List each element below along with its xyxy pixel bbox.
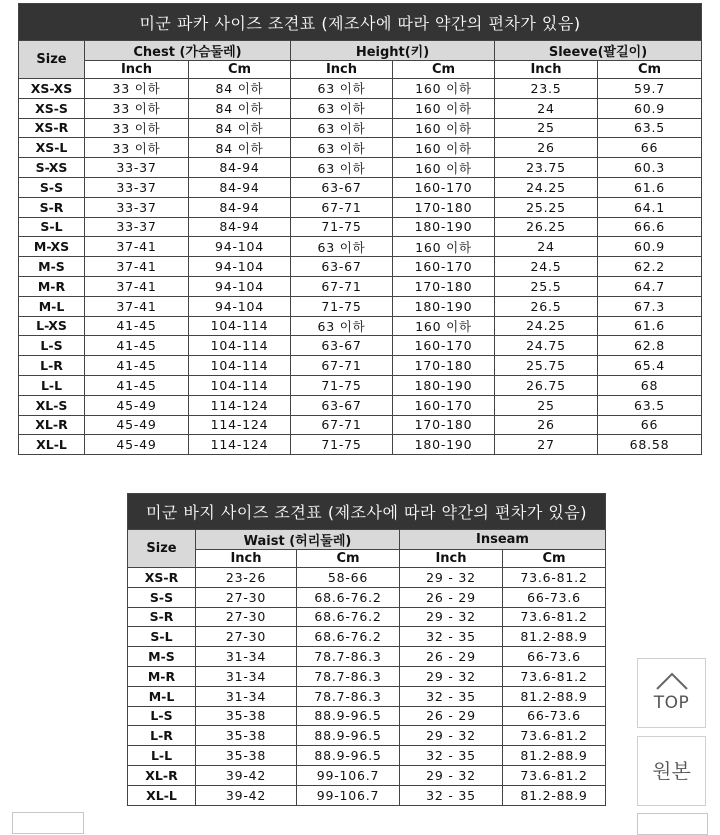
table-cell: 73.6-81.2: [503, 607, 606, 627]
size-cell: S-L: [19, 217, 85, 237]
table-cell: 180-190: [393, 435, 495, 455]
table-cell: 67-71: [291, 197, 393, 217]
unit-header: Inch: [495, 61, 598, 79]
size-cell: XS-XS: [19, 79, 85, 99]
table-cell: 33 이하: [85, 118, 189, 138]
table-cell: 81.2-88.9: [503, 746, 606, 766]
unit-header: Cm: [189, 61, 291, 79]
table-cell: 99-106.7: [297, 785, 400, 805]
parka-table-body: [19, 79, 702, 455]
table-cell: 68.6-76.2: [297, 587, 400, 607]
table-cell: 104-114: [189, 316, 291, 336]
table-cell: 180-190: [393, 375, 495, 395]
table-cell: 160 이하: [393, 237, 495, 257]
table-cell: 160-170: [393, 336, 495, 356]
parka-chest-header: Chest (가슴둘레): [85, 41, 291, 61]
table-row: [128, 746, 606, 766]
table-cell: 24: [495, 98, 598, 118]
table-row: [128, 587, 606, 607]
table-cell: 32 - 35: [400, 627, 503, 647]
size-cell: M-S: [19, 257, 85, 277]
table-cell: 160-170: [393, 257, 495, 277]
table-cell: 63.5: [598, 395, 702, 415]
pants-table-title: 미군 바지 사이즈 조견표 (제조사에 따라 약간의 편차가 있음): [128, 494, 606, 530]
table-cell: 67-71: [291, 356, 393, 376]
table-cell: 63 이하: [291, 79, 393, 99]
table-cell: 26: [495, 415, 598, 435]
table-cell: 63-67: [291, 336, 393, 356]
table-cell: 27-30: [196, 587, 297, 607]
table-cell: 26 - 29: [400, 647, 503, 667]
table-row: [128, 726, 606, 746]
table-cell: 63-67: [291, 177, 393, 197]
table-row: [128, 785, 606, 805]
unit-header: Inch: [291, 61, 393, 79]
unit-header: Cm: [297, 550, 400, 568]
table-cell: 67-71: [291, 415, 393, 435]
table-row: [19, 217, 702, 237]
table-cell: 45-49: [85, 415, 189, 435]
table-cell: 66: [598, 138, 702, 158]
table-cell: 26.25: [495, 217, 598, 237]
size-cell: M-R: [128, 666, 196, 686]
table-cell: 37-41: [85, 296, 189, 316]
size-cell: S-S: [19, 177, 85, 197]
parka-size-table: [18, 3, 702, 455]
table-cell: 45-49: [85, 395, 189, 415]
table-cell: 29 - 32: [400, 666, 503, 686]
table-cell: 32 - 35: [400, 686, 503, 706]
table-cell: 88.9-96.5: [297, 706, 400, 726]
table-cell: 66-73.6: [503, 706, 606, 726]
size-cell: S-R: [19, 197, 85, 217]
table-cell: 35-38: [196, 706, 297, 726]
table-row: [19, 257, 702, 277]
table-cell: 66: [598, 415, 702, 435]
table-row: [19, 435, 702, 455]
table-cell: 66-73.6: [503, 647, 606, 667]
table-cell: 59.7: [598, 79, 702, 99]
unit-header: Cm: [503, 550, 606, 568]
size-cell: XL-R: [19, 415, 85, 435]
parka-size-header: Size: [19, 41, 85, 79]
table-row: [19, 118, 702, 138]
table-cell: 170-180: [393, 276, 495, 296]
table-row: [19, 316, 702, 336]
table-cell: 170-180: [393, 356, 495, 376]
table-cell: 114-124: [189, 435, 291, 455]
unit-header: Inch: [85, 61, 189, 79]
table-cell: 63 이하: [291, 118, 393, 138]
table-cell: 39-42: [196, 785, 297, 805]
table-cell: 104-114: [189, 375, 291, 395]
table-row: [128, 647, 606, 667]
table-cell: 94-104: [189, 296, 291, 316]
table-cell: 160 이하: [393, 98, 495, 118]
table-cell: 29 - 32: [400, 568, 503, 588]
pants-size-header: Size: [128, 530, 196, 568]
size-cell: L-S: [19, 336, 85, 356]
size-cell: L-R: [19, 356, 85, 376]
table-row: [19, 197, 702, 217]
table-cell: 33-37: [85, 158, 189, 178]
size-cell: M-S: [128, 647, 196, 667]
chevron-up-icon: [655, 671, 689, 691]
table-row: [19, 237, 702, 257]
table-cell: 58-66: [297, 568, 400, 588]
size-cell: L-S: [128, 706, 196, 726]
table-cell: 27-30: [196, 607, 297, 627]
size-cell: S-L: [128, 627, 196, 647]
unit-header: Inch: [400, 550, 503, 568]
table-cell: 94-104: [189, 257, 291, 277]
size-cell: S-S: [128, 587, 196, 607]
table-row: [128, 666, 606, 686]
table-cell: 63-67: [291, 257, 393, 277]
table-cell: 67.3: [598, 296, 702, 316]
parka-table-title: 미군 파카 사이즈 조견표 (제조사에 따라 약간의 편차가 있음): [19, 4, 702, 41]
table-cell: 24.75: [495, 336, 598, 356]
table-cell: 66-73.6: [503, 587, 606, 607]
table-cell: 84-94: [189, 217, 291, 237]
table-row: [19, 375, 702, 395]
table-row: [128, 686, 606, 706]
table-cell: 180-190: [393, 217, 495, 237]
scroll-top-label: TOP: [653, 693, 690, 713]
table-cell: 160-170: [393, 177, 495, 197]
table-row: [19, 415, 702, 435]
table-cell: 26.5: [495, 296, 598, 316]
table-cell: 25.5: [495, 276, 598, 296]
table-cell: 31-34: [196, 647, 297, 667]
table-cell: 67-71: [291, 276, 393, 296]
table-cell: 94-104: [189, 237, 291, 257]
table-cell: 62.8: [598, 336, 702, 356]
table-cell: 160-170: [393, 395, 495, 415]
table-cell: 33 이하: [85, 138, 189, 158]
pants-inseam-header: Inseam: [400, 530, 606, 550]
table-cell: 26: [495, 138, 598, 158]
table-cell: 23.5: [495, 79, 598, 99]
table-cell: 24.25: [495, 316, 598, 336]
table-cell: 24.5: [495, 257, 598, 277]
table-cell: 23.75: [495, 158, 598, 178]
table-cell: 73.6-81.2: [503, 726, 606, 746]
table-cell: 84-94: [189, 197, 291, 217]
table-cell: 66.6: [598, 217, 702, 237]
unit-header: Inch: [196, 550, 297, 568]
table-cell: 160 이하: [393, 118, 495, 138]
table-cell: 31-34: [196, 666, 297, 686]
pants-size-table: [127, 493, 606, 806]
table-cell: 25: [495, 118, 598, 138]
table-row: [19, 296, 702, 316]
table-cell: 45-49: [85, 435, 189, 455]
table-cell: 84-94: [189, 177, 291, 197]
table-cell: 62.2: [598, 257, 702, 277]
table-cell: 32 - 35: [400, 785, 503, 805]
table-cell: 63 이하: [291, 138, 393, 158]
unit-header: Cm: [393, 61, 495, 79]
size-cell: XS-S: [19, 98, 85, 118]
table-cell: 78.7-86.3: [297, 686, 400, 706]
table-cell: 65.4: [598, 356, 702, 376]
table-cell: 61.6: [598, 177, 702, 197]
table-row: [128, 765, 606, 785]
size-cell: L-R: [128, 726, 196, 746]
table-cell: 29 - 32: [400, 607, 503, 627]
table-cell: 32 - 35: [400, 746, 503, 766]
table-cell: 41-45: [85, 356, 189, 376]
table-cell: 68.6-76.2: [297, 607, 400, 627]
size-cell: XS-R: [128, 568, 196, 588]
table-cell: 71-75: [291, 296, 393, 316]
table-cell: 68.58: [598, 435, 702, 455]
table-cell: 25.75: [495, 356, 598, 376]
table-cell: 41-45: [85, 336, 189, 356]
size-cell: M-L: [128, 686, 196, 706]
size-cell: L-XS: [19, 316, 85, 336]
table-row: [19, 177, 702, 197]
table-cell: 81.2-88.9: [503, 627, 606, 647]
table-cell: 81.2-88.9: [503, 785, 606, 805]
size-cell: M-L: [19, 296, 85, 316]
original-view-button[interactable]: 원본: [637, 736, 706, 806]
table-cell: 170-180: [393, 415, 495, 435]
table-cell: 73.6-81.2: [503, 568, 606, 588]
table-cell: 68.6-76.2: [297, 627, 400, 647]
table-cell: 71-75: [291, 435, 393, 455]
table-cell: 78.7-86.3: [297, 647, 400, 667]
table-cell: 63.5: [598, 118, 702, 138]
table-row: [19, 395, 702, 415]
table-cell: 114-124: [189, 415, 291, 435]
table-row: [19, 138, 702, 158]
partial-button-left[interactable]: [12, 812, 84, 834]
pants-table-body: [128, 568, 606, 806]
parka-sleeve-header: Sleeve(팔길이): [495, 41, 702, 61]
table-cell: 78.7-86.3: [297, 666, 400, 686]
table-cell: 60.9: [598, 237, 702, 257]
table-cell: 27: [495, 435, 598, 455]
table-cell: 24: [495, 237, 598, 257]
table-cell: 37-41: [85, 257, 189, 277]
table-cell: 63 이하: [291, 158, 393, 178]
table-cell: 23-26: [196, 568, 297, 588]
table-cell: 41-45: [85, 375, 189, 395]
table-cell: 84 이하: [189, 138, 291, 158]
table-cell: 88.9-96.5: [297, 726, 400, 746]
table-cell: 71-75: [291, 217, 393, 237]
table-cell: 64.7: [598, 276, 702, 296]
parka-height-header: Height(키): [291, 41, 495, 61]
size-cell: L-L: [128, 746, 196, 766]
table-cell: 37-41: [85, 237, 189, 257]
table-cell: 31-34: [196, 686, 297, 706]
table-cell: 99-106.7: [297, 765, 400, 785]
table-cell: 26 - 29: [400, 587, 503, 607]
table-cell: 104-114: [189, 336, 291, 356]
pants-waist-header: Waist (허리둘레): [196, 530, 400, 550]
size-cell: M-R: [19, 276, 85, 296]
table-cell: 170-180: [393, 197, 495, 217]
partial-button-right[interactable]: [637, 813, 708, 835]
table-row: [19, 98, 702, 118]
table-cell: 180-190: [393, 296, 495, 316]
table-cell: 41-45: [85, 316, 189, 336]
table-row: [128, 607, 606, 627]
table-cell: 33 이하: [85, 79, 189, 99]
table-cell: 60.9: [598, 98, 702, 118]
table-row: [19, 79, 702, 99]
table-cell: 35-38: [196, 746, 297, 766]
table-cell: 61.6: [598, 316, 702, 336]
table-cell: 33 이하: [85, 98, 189, 118]
table-cell: 84 이하: [189, 98, 291, 118]
table-cell: 33-37: [85, 177, 189, 197]
table-row: [128, 568, 606, 588]
table-cell: 37-41: [85, 276, 189, 296]
table-cell: 29 - 32: [400, 726, 503, 746]
table-cell: 25: [495, 395, 598, 415]
table-cell: 73.6-81.2: [503, 666, 606, 686]
table-cell: 63 이하: [291, 316, 393, 336]
table-cell: 60.3: [598, 158, 702, 178]
table-cell: 88.9-96.5: [297, 746, 400, 766]
table-row: [19, 276, 702, 296]
size-cell: XL-S: [19, 395, 85, 415]
table-cell: 26.75: [495, 375, 598, 395]
table-row: [19, 336, 702, 356]
size-cell: XL-L: [128, 785, 196, 805]
table-cell: 24.25: [495, 177, 598, 197]
table-row: [128, 706, 606, 726]
size-cell: XL-R: [128, 765, 196, 785]
table-cell: 160 이하: [393, 158, 495, 178]
table-cell: 68: [598, 375, 702, 395]
table-cell: 73.6-81.2: [503, 765, 606, 785]
table-cell: 35-38: [196, 726, 297, 746]
table-cell: 39-42: [196, 765, 297, 785]
size-cell: XL-L: [19, 435, 85, 455]
table-row: [128, 627, 606, 647]
table-row: [19, 356, 702, 376]
table-row: [19, 158, 702, 178]
table-cell: 114-124: [189, 395, 291, 415]
table-cell: 27-30: [196, 627, 297, 647]
scroll-top-button[interactable]: [637, 658, 706, 728]
table-cell: 33-37: [85, 217, 189, 237]
size-cell: M-XS: [19, 237, 85, 257]
table-cell: 33-37: [85, 197, 189, 217]
table-cell: 94-104: [189, 276, 291, 296]
unit-header: Cm: [598, 61, 702, 79]
table-cell: 63-67: [291, 395, 393, 415]
table-cell: 104-114: [189, 356, 291, 376]
table-cell: 63 이하: [291, 98, 393, 118]
size-cell: S-XS: [19, 158, 85, 178]
table-cell: 81.2-88.9: [503, 686, 606, 706]
table-cell: 26 - 29: [400, 706, 503, 726]
table-cell: 84-94: [189, 158, 291, 178]
size-cell: XS-R: [19, 118, 85, 138]
table-cell: 84 이하: [189, 118, 291, 138]
size-cell: L-L: [19, 375, 85, 395]
table-cell: 29 - 32: [400, 765, 503, 785]
table-cell: 25.25: [495, 197, 598, 217]
table-cell: 84 이하: [189, 79, 291, 99]
table-cell: 71-75: [291, 375, 393, 395]
table-cell: 160 이하: [393, 316, 495, 336]
table-cell: 63 이하: [291, 237, 393, 257]
table-cell: 64.1: [598, 197, 702, 217]
table-cell: 160 이하: [393, 79, 495, 99]
size-cell: XS-L: [19, 138, 85, 158]
size-cell: S-R: [128, 607, 196, 627]
table-cell: 160 이하: [393, 138, 495, 158]
